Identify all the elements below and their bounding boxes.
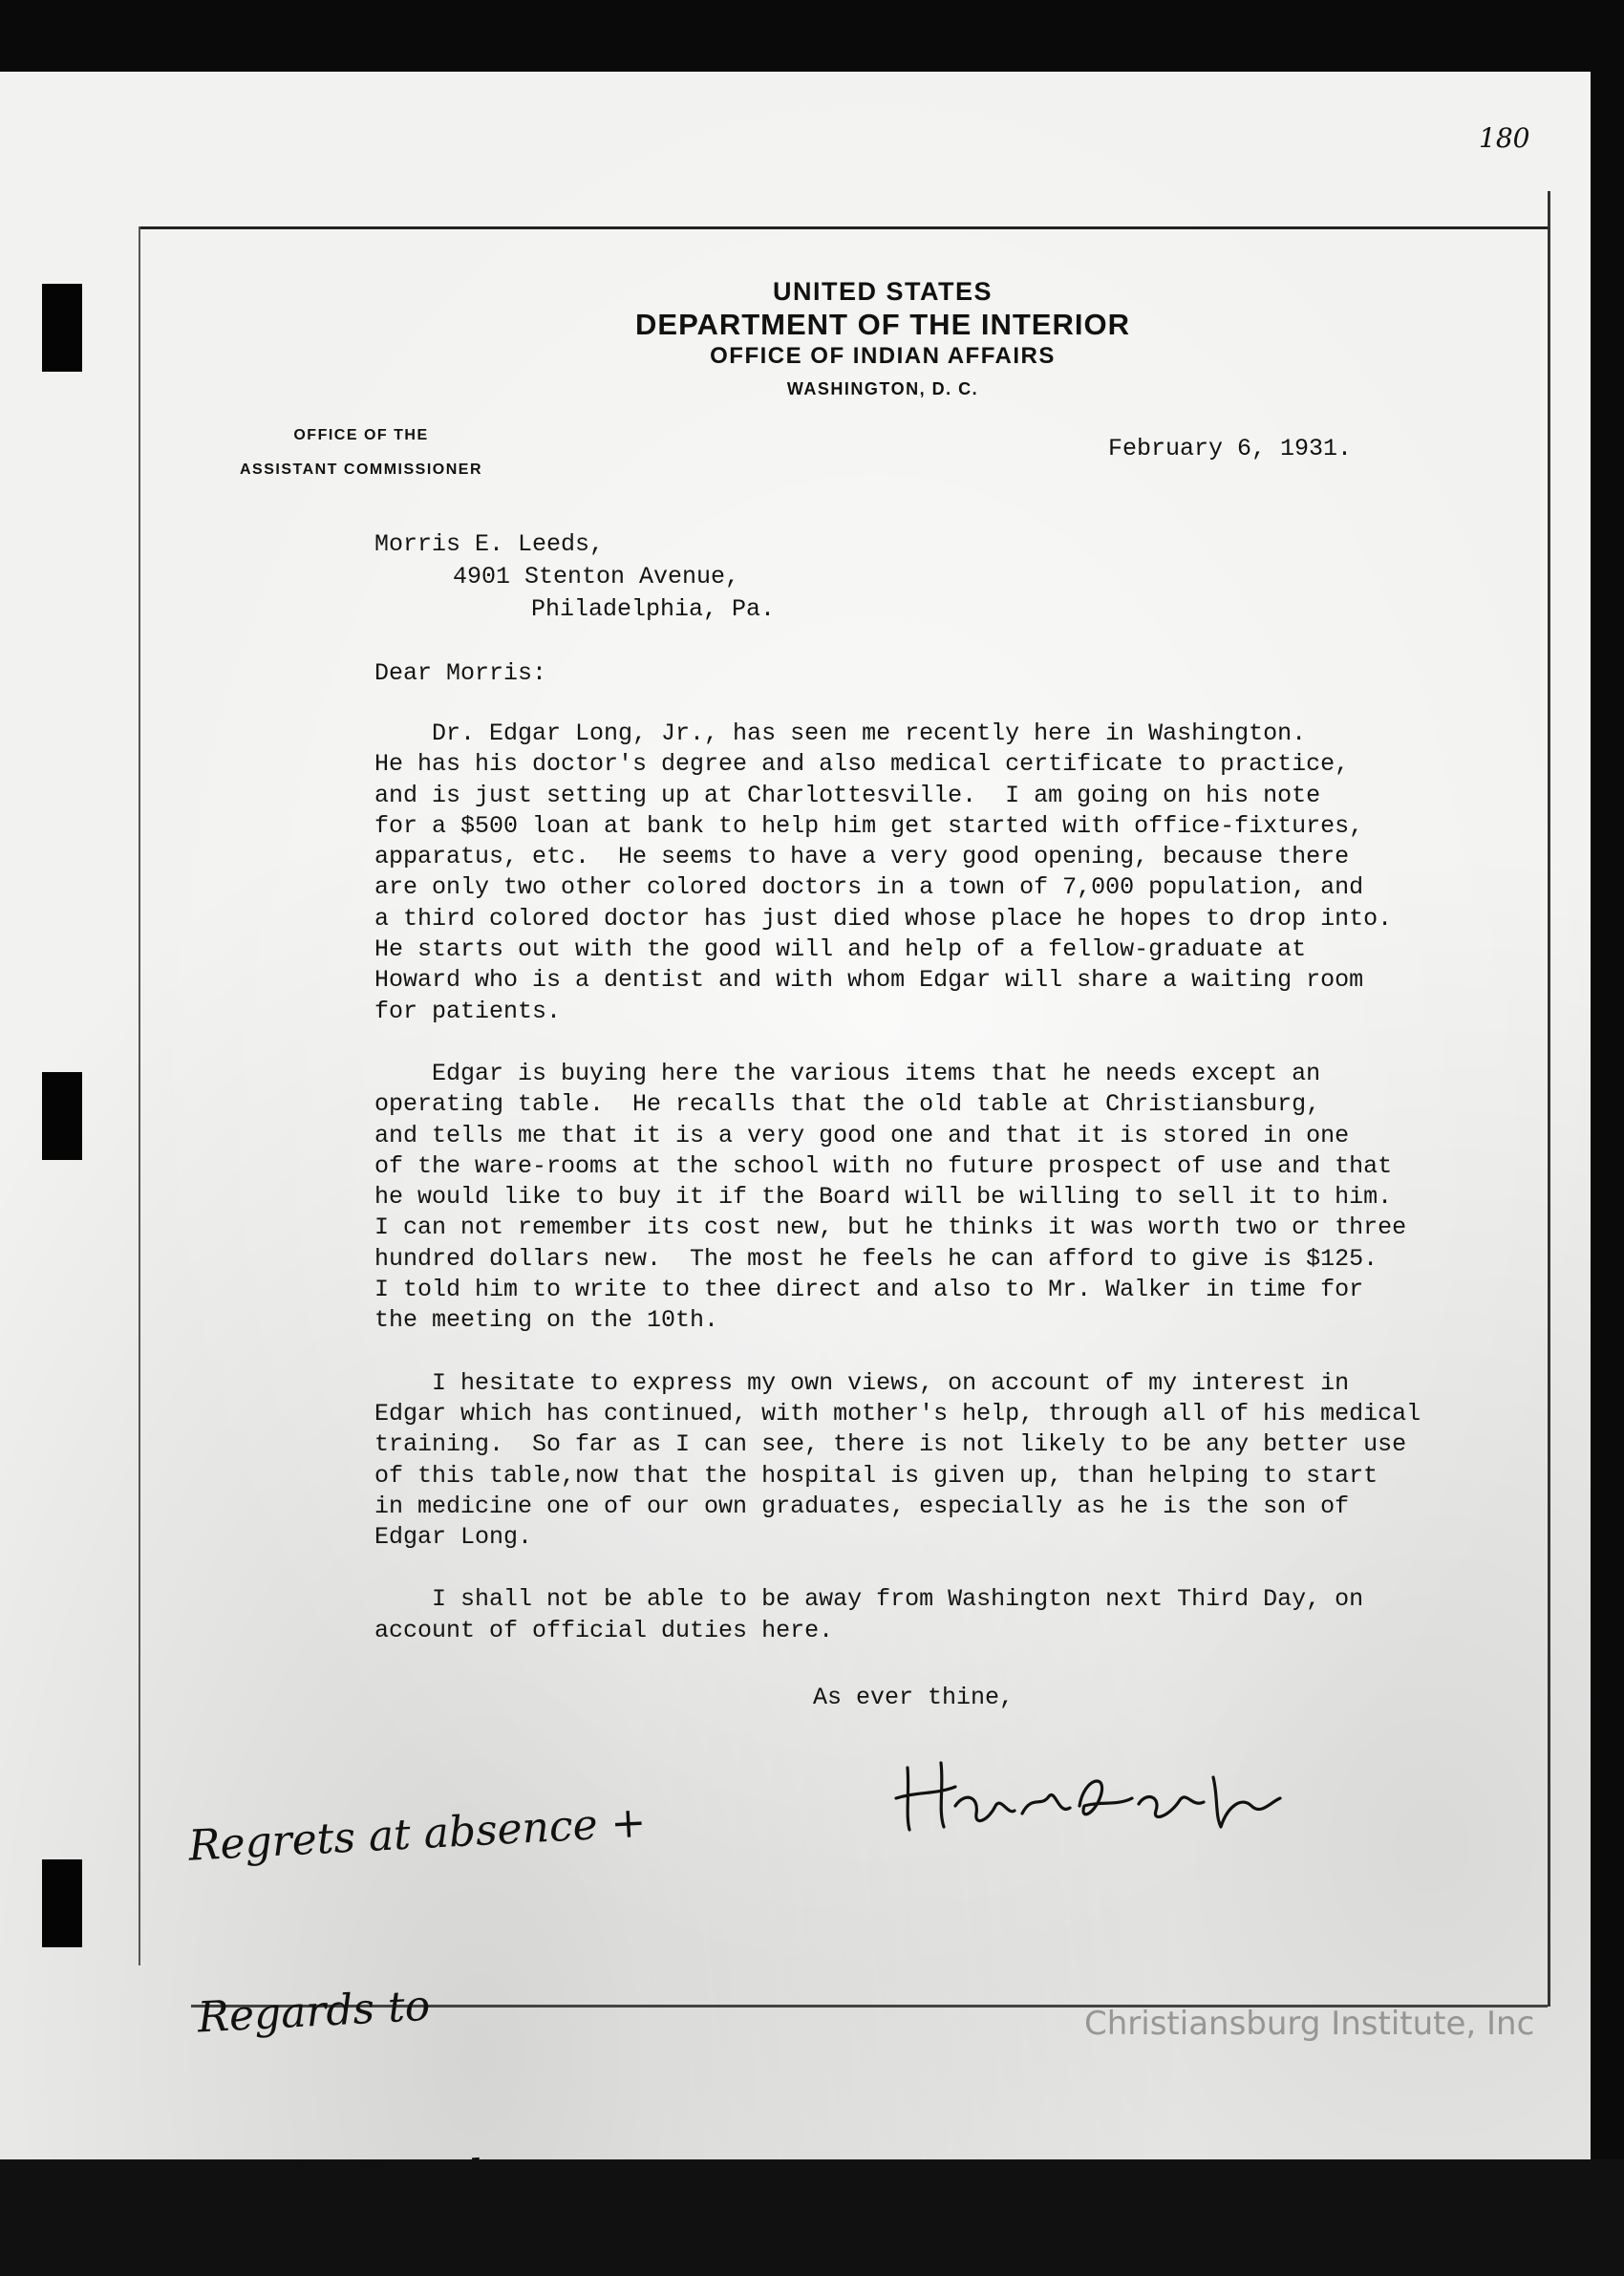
handwritten-note-line-3: all the Board. — [204, 2150, 497, 2215]
scan-border-top — [0, 0, 1624, 72]
office-line-1: OFFICE OF THE — [293, 427, 429, 443]
body-line: Howard who is a dentist and with whom Edgar will share a waiting room — [374, 966, 1364, 995]
watermark: Christiansburg Institute, Inc — [1084, 2005, 1535, 2043]
body-line: I can not remember its cost new, but he thinks it was worth two or three — [374, 1213, 1407, 1242]
binder-punch-mark-middle — [42, 1072, 82, 1160]
body-line: hundred dollars new. The most he feels he can afford to give is $125. — [374, 1244, 1378, 1273]
frame-line-left — [139, 226, 140, 1965]
letterhead-line-2: DEPARTMENT OF THE INTERIOR — [635, 308, 1130, 341]
handwritten-note — [182, 1680, 669, 2276]
body-line: I shall not be able to be away from Washington next Third Day, on — [374, 1585, 1364, 1614]
body-line: He starts out with the good will and help of a fellow-graduate at — [374, 935, 1307, 964]
signature — [888, 1739, 1290, 1844]
body-line: and tells me that it is a very good one and that it is stored in one — [374, 1121, 1350, 1149]
frame-line-top — [139, 226, 1550, 229]
body-line: account of official duties here. — [374, 1616, 834, 1644]
letter-body — [374, 719, 1521, 1678]
office-line-2: ASSISTANT COMMISSIONER — [239, 462, 483, 478]
body-line: operating table. He recalls that the old table at Christiansburg, — [374, 1090, 1321, 1119]
salutation: Dear Morris: — [374, 659, 547, 687]
body-line: for a $500 loan at bank to help him get started with office-fixtures, — [374, 811, 1364, 840]
page-number: 180 — [1479, 122, 1530, 154]
letterhead-line-4: WASHINGTON, D. C. — [786, 379, 979, 398]
body-line: in medicine one of our own graduates, especially as he is the son of — [374, 1492, 1350, 1520]
letterhead-line-1: UNITED STATES — [772, 277, 993, 306]
body-line: he would like to buy it if the Board will be willing to sell it to him. — [374, 1183, 1393, 1212]
body-line: Edgar is buying here the various items that he needs except an — [374, 1059, 1321, 1087]
body-line: He has his doctor's degree and also medical certificate to practice, — [374, 750, 1350, 779]
body-line: apparatus, etc. He seems to have a very good opening, because there — [374, 843, 1350, 871]
body-line: of this table,now that the hospital is given up, than helping to start — [374, 1461, 1378, 1490]
letter-date: February 6, 1931. — [1108, 435, 1353, 462]
handwritten-note-line-2: Regards to — [196, 1981, 432, 2043]
frame-line-right — [1548, 191, 1550, 2007]
paragraph-4 — [374, 1584, 1521, 1646]
body-line: a third colored doctor has just died whose place he hopes to drop into. — [374, 904, 1393, 933]
body-line: of the ware-rooms at the school with no future prospect of use and that — [374, 1151, 1393, 1180]
binder-punch-mark-bottom — [42, 1859, 82, 1947]
letterhead-line-3: OFFICE OF INDIAN AFFAIRS — [710, 343, 1056, 369]
handwritten-note-line-1: Regrets at absence + — [187, 1797, 648, 1871]
body-line: Dr. Edgar Long, Jr., has seen me recently here in Washington. — [374, 719, 1307, 747]
body-line: Edgar which has continued, with mother's help, through all of his medical — [374, 1399, 1421, 1428]
body-line: training. So far as I can see, there is not likely to be any better use — [374, 1430, 1407, 1459]
body-line: are only two other colored doctors in a town of 7,000 population, and — [374, 873, 1364, 902]
body-line: I told him to write to thee direct and also to Mr. Walker in time for — [374, 1276, 1364, 1304]
address-line-2: 4901 Stenton Avenue, — [453, 563, 740, 590]
body-line: for patients. — [374, 997, 562, 1025]
office-block — [218, 419, 504, 487]
body-line: and is just setting up at Charlottesville. I am going on his note — [374, 781, 1321, 809]
paragraph-2 — [374, 1059, 1521, 1337]
body-line: Edgar Long. — [374, 1523, 533, 1552]
paragraph-3 — [374, 1368, 1521, 1554]
address-line-1: Morris E. Leeds, — [374, 530, 605, 558]
address-line-3: Philadelphia, Pa. — [531, 595, 776, 623]
paragraph-1 — [374, 719, 1521, 1027]
body-line: the meeting on the 10th. — [374, 1306, 719, 1335]
body-line: I hesitate to express my own views, on account of my interest in — [374, 1368, 1350, 1397]
closing: As ever thine, — [813, 1684, 1015, 1711]
